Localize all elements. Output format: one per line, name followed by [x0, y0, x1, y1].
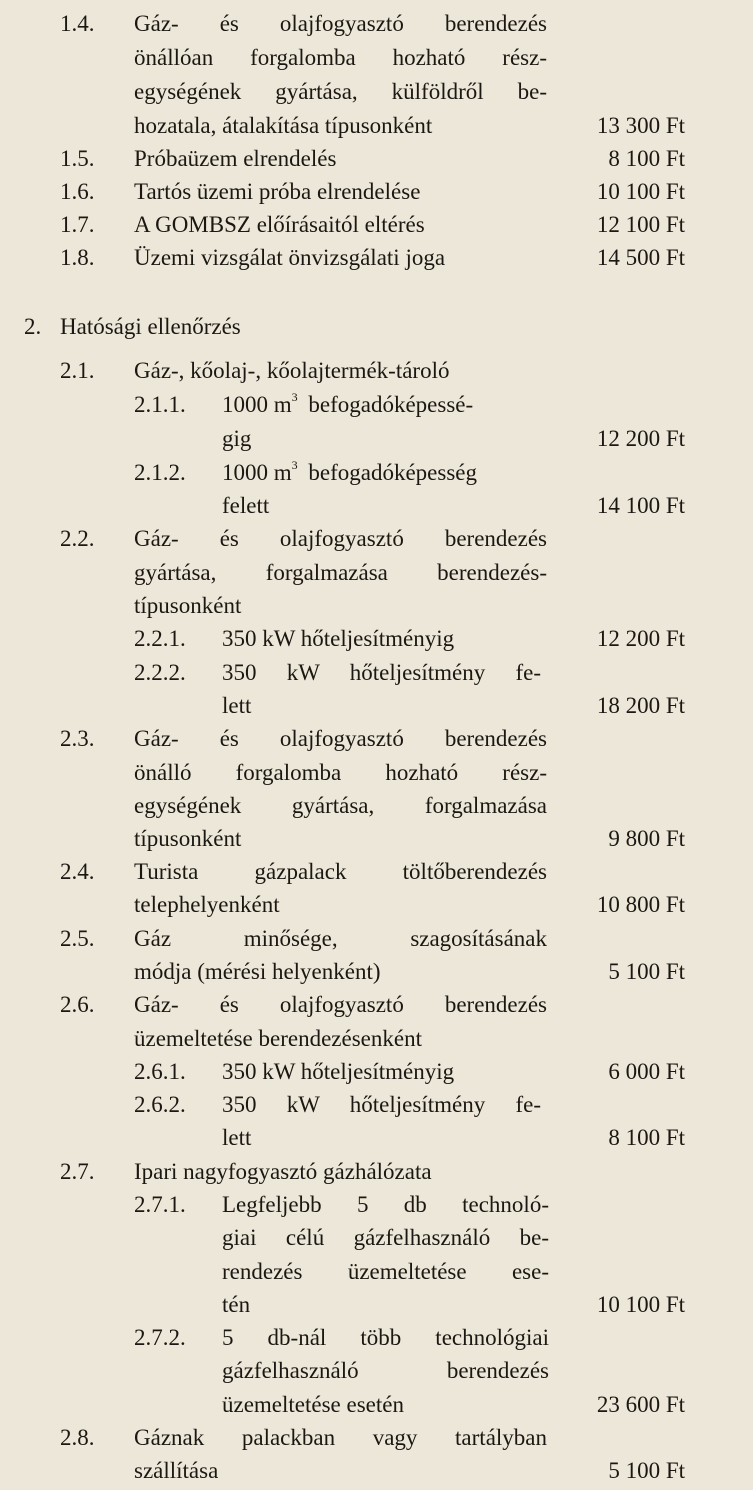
item-number: 1.6.	[60, 179, 95, 204]
table-row	[0, 689, 753, 723]
item-text: típusonként	[134, 593, 242, 618]
table-row	[0, 142, 753, 176]
item-text: Gáz- és olajfogyasztó berendezés	[134, 526, 547, 551]
item-number: 2.1.1.	[134, 392, 186, 417]
item-text: Gáz- és olajfogyasztó berendezés	[134, 11, 547, 36]
item-text: 350 kW hőteljesítmény fe-	[222, 1092, 541, 1117]
item-number: 2.6.1.	[134, 1059, 186, 1084]
table-row	[0, 1388, 753, 1422]
item-text: Ipari nagyfogyasztó gázhálózata	[134, 1159, 432, 1184]
item-text: lett	[222, 693, 252, 718]
table-row	[0, 109, 753, 143]
fee-amount: 8 100 Ft	[608, 1125, 685, 1150]
item-text: egységének gyártása, külföldről be-	[134, 79, 547, 104]
item-text: Gáz- és olajfogyasztó berendezés	[134, 992, 547, 1017]
fee-amount: 23 600 Ft	[596, 1392, 685, 1417]
item-text: telephelyenként	[134, 892, 280, 917]
table-row	[0, 888, 753, 922]
item-text-part: befogadóképesség	[308, 460, 477, 485]
item-number: 2.4.	[60, 859, 95, 884]
table-row	[0, 7, 753, 41]
item-number: 2.7.2.	[134, 1325, 186, 1350]
table-row	[0, 656, 753, 690]
item-number: 1.8.	[60, 245, 95, 270]
fee-amount: 6 000 Ft	[608, 1059, 685, 1084]
superscript: 3	[291, 390, 298, 405]
item-number: 2.6.	[60, 992, 95, 1017]
item-text: egységének gyártása, forgalmazása	[134, 793, 547, 818]
table-row	[0, 855, 753, 889]
item-text: szállítása	[134, 1458, 219, 1483]
table-row	[0, 208, 753, 242]
item-text: Tartós üzemi próba elrendelése	[134, 179, 421, 204]
table-row	[0, 422, 753, 456]
item-text: rendezés üzemeltetése ese-	[222, 1259, 549, 1284]
table-row	[0, 789, 753, 823]
item-text: 5 db-nál több technológiai	[222, 1325, 549, 1350]
item-number: 1.4.	[60, 11, 95, 36]
table-row	[0, 1288, 753, 1322]
item-number: 2.7.1.	[134, 1192, 186, 1217]
table-row	[0, 41, 753, 75]
item-number: 2.2.2.	[134, 660, 186, 685]
item-text: típusonként	[134, 826, 242, 851]
table-row	[0, 1421, 753, 1455]
table-row	[0, 822, 753, 856]
fee-amount: 5 100 Ft	[608, 959, 685, 984]
fee-amount: 9 800 Ft	[608, 826, 685, 851]
fee-amount: 12 200 Ft	[596, 626, 685, 651]
table-row	[0, 622, 753, 656]
item-text: Turista gázpalack töltőberendezés	[134, 859, 547, 884]
item-number: 2.1.2.	[134, 460, 186, 485]
item-text: hozatala, átalakítása típusonként	[134, 113, 433, 138]
item-number: 2.3.	[60, 726, 95, 751]
item-text: felett	[222, 493, 270, 518]
table-row	[0, 241, 753, 275]
item-text-part: 1000 m	[222, 460, 292, 485]
fee-amount: 10 100 Ft	[596, 1292, 685, 1317]
item-text: gig	[222, 426, 252, 451]
item-text: gyártása, forgalmazása berendezés-	[134, 560, 547, 585]
table-row	[0, 589, 753, 623]
table-row	[0, 922, 753, 956]
item-text	[222, 456, 477, 490]
table-row	[0, 489, 753, 523]
item-text-part: befogadóképessé-	[308, 392, 474, 417]
table-row	[0, 1155, 753, 1189]
fee-amount: 14 500 Ft	[596, 245, 685, 270]
item-text: üzemeltetése esetén	[222, 1392, 404, 1417]
item-text: Próbaüzem elrendelés	[134, 146, 337, 171]
section-heading	[0, 310, 753, 344]
table-row	[0, 1321, 753, 1355]
item-text: 350 kW hőteljesítmény fe-	[222, 660, 541, 685]
table-row	[0, 388, 753, 422]
item-number: 2.2.	[60, 526, 95, 551]
item-number: 2.8.	[60, 1425, 95, 1450]
item-text: Gáz minősége, szagosításának	[134, 926, 547, 951]
table-row	[0, 522, 753, 556]
fee-amount: 12 200 Ft	[596, 426, 685, 451]
item-text: Gáznak palackban vagy tartályban	[134, 1425, 547, 1450]
item-number: 2.5.	[60, 926, 95, 951]
item-text: módja (mérési helyenként)	[134, 959, 381, 984]
item-text: gázfelhasználó berendezés	[222, 1358, 549, 1383]
fee-amount: 14 100 Ft	[596, 493, 685, 518]
item-number: 2.2.1.	[134, 626, 186, 651]
item-number: 1.5.	[60, 146, 95, 171]
table-row	[0, 722, 753, 756]
fee-amount: 5 100 Ft	[608, 1458, 685, 1483]
item-text: Üzemi vizsgálat önvizsgálati joga	[134, 245, 446, 270]
item-text: 350 kW hőteljesítményig	[222, 1059, 455, 1084]
item-number: 2.6.2.	[134, 1092, 186, 1117]
item-text: 350 kW hőteljesítményig	[222, 626, 455, 651]
fee-amount: 10 800 Ft	[596, 892, 685, 917]
fee-amount: 13 300 Ft	[596, 113, 685, 138]
fee-amount: 18 200 Ft	[596, 693, 685, 718]
table-row	[0, 1354, 753, 1388]
item-text: Gáz-, kőolaj-, kőolajtermék-tároló	[134, 358, 450, 383]
table-row	[0, 756, 753, 790]
table-row	[0, 175, 753, 209]
item-text: önállóan forgalomba hozható rész-	[134, 45, 547, 70]
item-number: 2.7.	[60, 1159, 95, 1184]
fee-amount: 12 100 Ft	[596, 212, 685, 237]
fee-amount: 10 100 Ft	[596, 179, 685, 204]
item-text: Gáz- és olajfogyasztó berendezés	[134, 726, 547, 751]
item-number: 2.1.	[60, 358, 95, 383]
section-number: 2.	[24, 314, 42, 339]
table-row	[0, 354, 753, 388]
item-text	[222, 388, 473, 422]
table-row	[0, 556, 753, 590]
section-title: Hatósági ellenőrzés	[60, 314, 241, 339]
item-text-part: 1000 m	[222, 392, 292, 417]
item-text: üzemeltetése berendezésenként	[134, 1026, 422, 1051]
item-text: A GOMBSZ előírásaitól eltérés	[134, 212, 425, 237]
fee-amount: 8 100 Ft	[608, 146, 685, 171]
table-row	[0, 1255, 753, 1289]
table-row	[0, 75, 753, 109]
item-text: lett	[222, 1125, 252, 1150]
item-text: önálló forgalomba hozható rész-	[134, 760, 547, 785]
table-row	[0, 955, 753, 989]
table-row	[0, 988, 753, 1022]
table-row	[0, 1022, 753, 1056]
item-text: tén	[222, 1292, 251, 1317]
table-row	[0, 1121, 753, 1155]
table-row	[0, 1221, 753, 1255]
table-row	[0, 1088, 753, 1122]
item-text: Legfeljebb 5 db technoló-	[222, 1192, 549, 1217]
table-row	[0, 1055, 753, 1089]
item-number: 1.7.	[60, 212, 95, 237]
table-row	[0, 456, 753, 490]
item-text: giai célú gázfelhasználó be-	[222, 1225, 549, 1250]
table-row	[0, 1454, 753, 1488]
superscript: 3	[291, 458, 298, 473]
table-row	[0, 1188, 753, 1222]
